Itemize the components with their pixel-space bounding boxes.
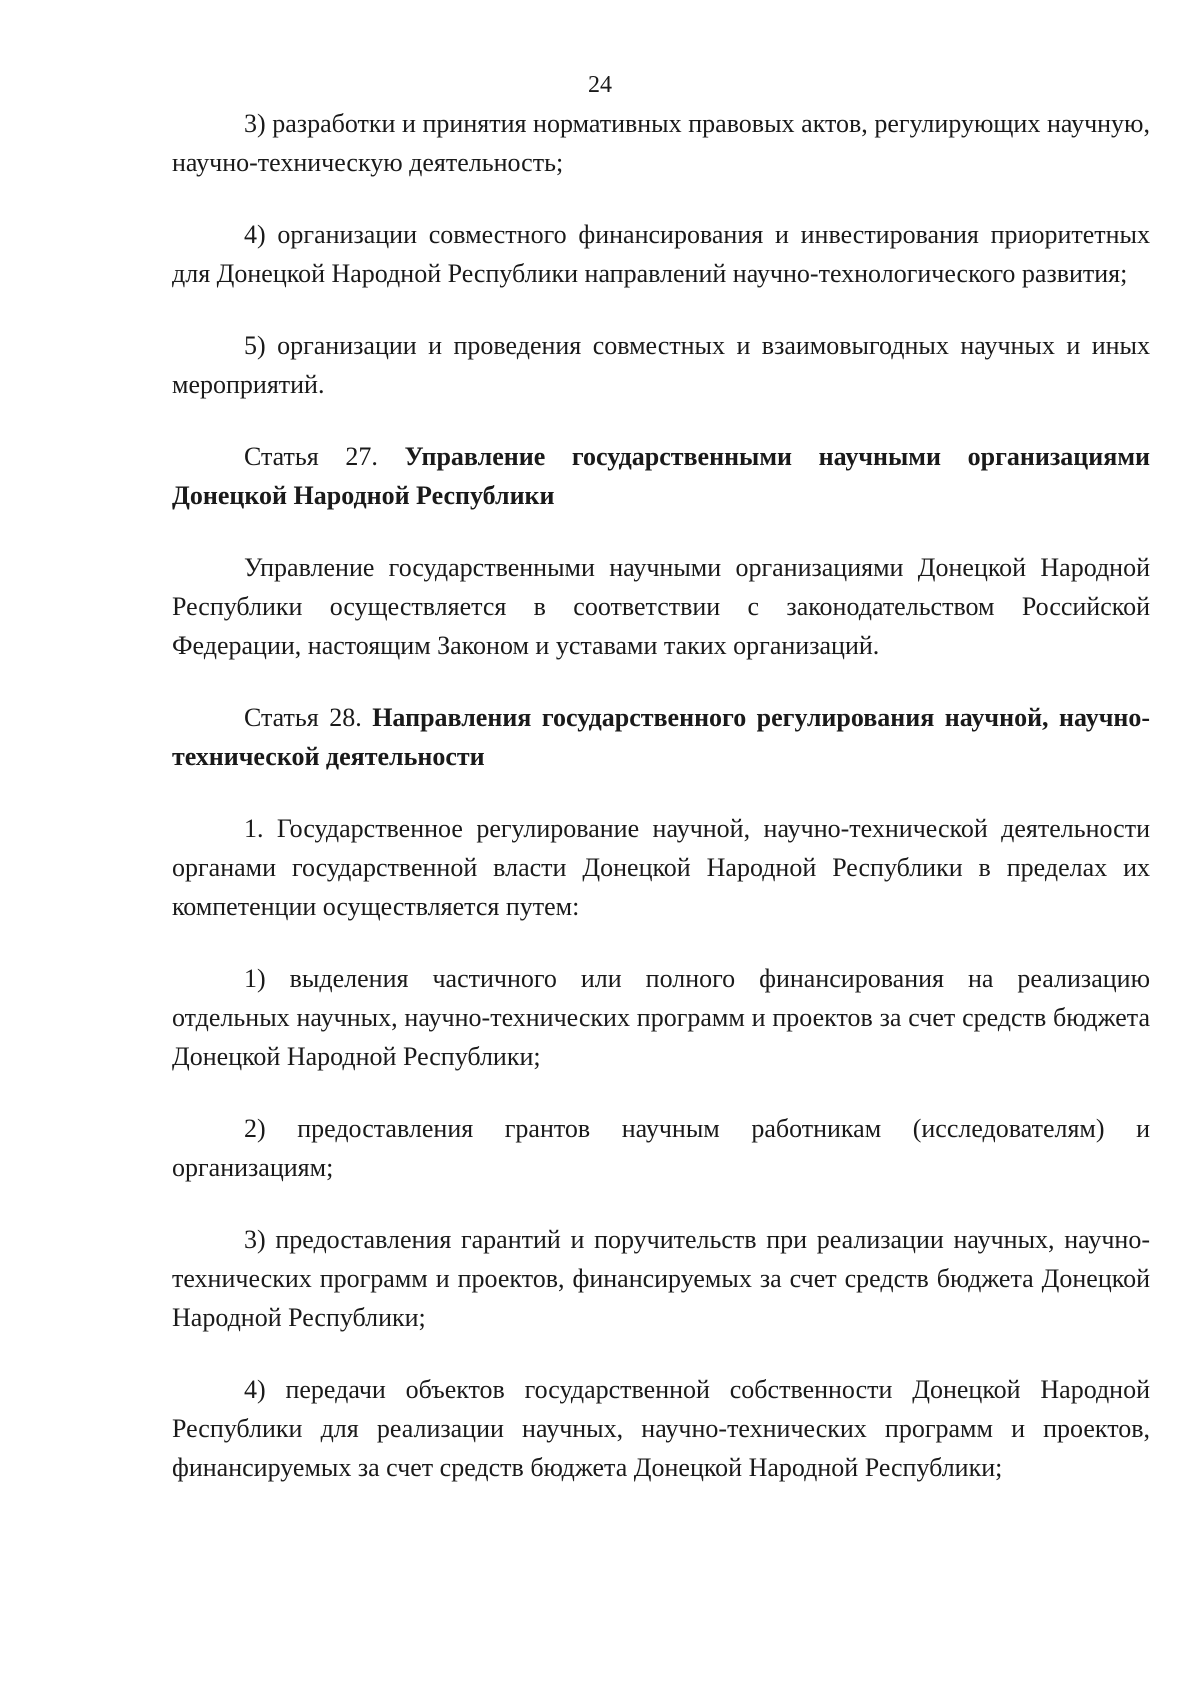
article-label: Статья 28. [244,703,362,732]
list-item-paragraph: 3) разработки и принятия нормативных правовых актов, регулирующих научную, научно-техническую деятельность; [172,109,1150,177]
document-body [172,104,1150,1520]
article-title: Направления государственного регулирования научной, научно-технической деятельности [172,703,1151,771]
article-title: Управление государственными научными организациями Донецкой Народной Республики [172,442,1151,510]
body-paragraph: 1. Государственное регулирование научной, научно-технической деятельности органами государственной власти Донецкой Народной Республики в пределах их компетенции осуществляется путем: [172,814,1150,921]
article-heading-28 [172,698,1150,776]
list-item-paragraph: 4) организации совместного финансирования и инвестирования приоритетных для Донецкой Народной Республики направлений научно-технологического развития; [172,220,1150,288]
page-number: 24 [588,72,612,98]
list-item-paragraph: 4) передачи объектов государственной собственности Донецкой Народной Республики для реализации научных, научно-технических программ и проектов, финансируемых за счет средств бюджета Донецкой Народной Республики; [172,1375,1150,1482]
list-item-paragraph: 1) выделения частичного или полного финансирования на реализацию отдельных научных, научно-технических программ и проектов за счет средств бюджета Донецкой Народной Республики; [172,964,1150,1071]
list-item-paragraph: 2) предоставления грантов научным работникам (исследователям) и организациям; [172,1114,1150,1182]
body-paragraph: Управление государственными научными организациями Донецкой Народной Республики осуществляется в соответствии с законодательством Российской Федерации, настоящим Законом и уставами таких организаций. [172,553,1150,660]
list-item-paragraph: 5) организации и проведения совместных и взаимовыгодных научных и иных мероприятий. [172,331,1150,399]
article-heading-27 [172,437,1150,515]
list-item-paragraph: 3) предоставления гарантий и поручительств при реализации научных, научно-технических программ и проектов, финансируемых за счет средств бюджета Донецкой Народной Республики; [172,1225,1150,1332]
article-label: Статья 27. [244,442,378,471]
